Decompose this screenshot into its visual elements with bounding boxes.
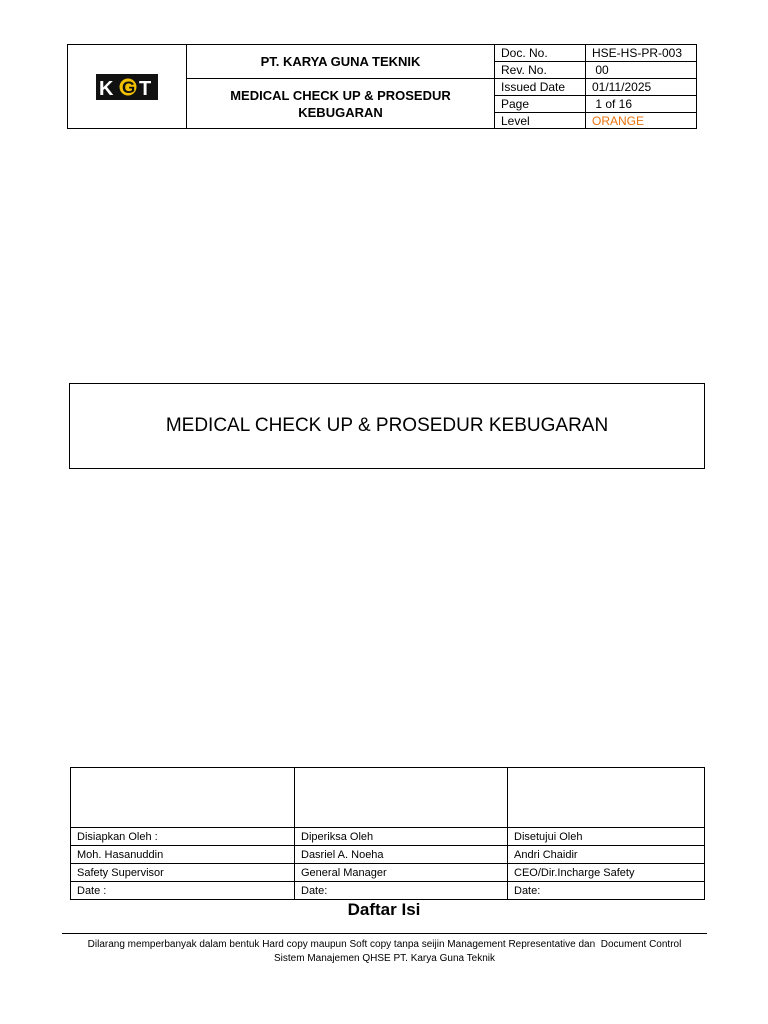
prepared-name: Moh. Hasanuddin [71,846,295,864]
footer-line-2: Sistem Manajemen QHSE PT. Karya Guna Teknik [273,953,496,964]
meta-row-page [495,96,696,113]
signature-box-checked [295,768,508,828]
footer-divider [62,933,707,934]
position-row [71,864,705,882]
level-value: ORANGE [592,113,645,128]
name-row [71,846,705,864]
approved-role: Disetujui Oleh [508,828,705,846]
meta-row-level [495,113,696,130]
logo-letter-t: T [139,77,152,100]
main-title: MEDICAL CHECK UP & PROSEDUR KEBUGARAN [69,383,705,469]
signature-row [71,768,705,828]
meta-row-rev-no [495,62,696,79]
header-document-title: MEDICAL CHECK UP & PROSEDUR KEBUGARAN [187,79,495,128]
toc-heading: Daftar Isi [347,900,421,919]
checked-position: General Manager [295,864,508,882]
meta-value: 1 of 16 [586,96,697,113]
company-logo [95,72,159,102]
meta-value: 00 [586,62,697,79]
meta-label: Page [495,96,586,113]
checked-name: Dasriel A. Noeha [295,846,508,864]
meta-label: Issued Date [495,79,586,96]
company-name: PT. KARYA GUNA TEKNIK [187,45,495,79]
signature-box-prepared [71,768,295,828]
document-header [67,44,697,129]
document-meta-table [495,45,696,129]
meta-label: Doc. No. [495,45,586,62]
signature-box-approved [508,768,705,828]
approved-name: Andri Chaidir [508,846,705,864]
approval-table [70,767,705,900]
prepared-date: Date : [71,882,295,900]
role-row [71,828,705,846]
logo-letter-k: K [99,77,114,100]
meta-value: HSE-HS-PR-003 [586,45,697,62]
date-row [71,882,705,900]
prepared-position: Safety Supervisor [71,864,295,882]
checked-date: Date: [295,882,508,900]
logo-letter-g: G [122,77,136,97]
approved-date: Date: [508,882,705,900]
prepared-role: Disiapkan Oleh : [71,828,295,846]
meta-label: Rev. No. [495,62,586,79]
meta-row-issued-date [495,79,696,96]
meta-row-doc-no [495,45,696,62]
meta-label: Level [495,113,586,130]
footer-line-1: Dilarang memperbanyak dalam bentuk Hard copy maupun Soft copy tanpa seijin Management Representative dan Document Control [87,939,682,950]
footer-notice [62,938,707,966]
meta-value: 01/11/2025 [586,79,697,96]
logo-cell [68,45,187,128]
approved-position: CEO/Dir.Incharge Safety [508,864,705,882]
checked-role: Diperiksa Oleh [295,828,508,846]
